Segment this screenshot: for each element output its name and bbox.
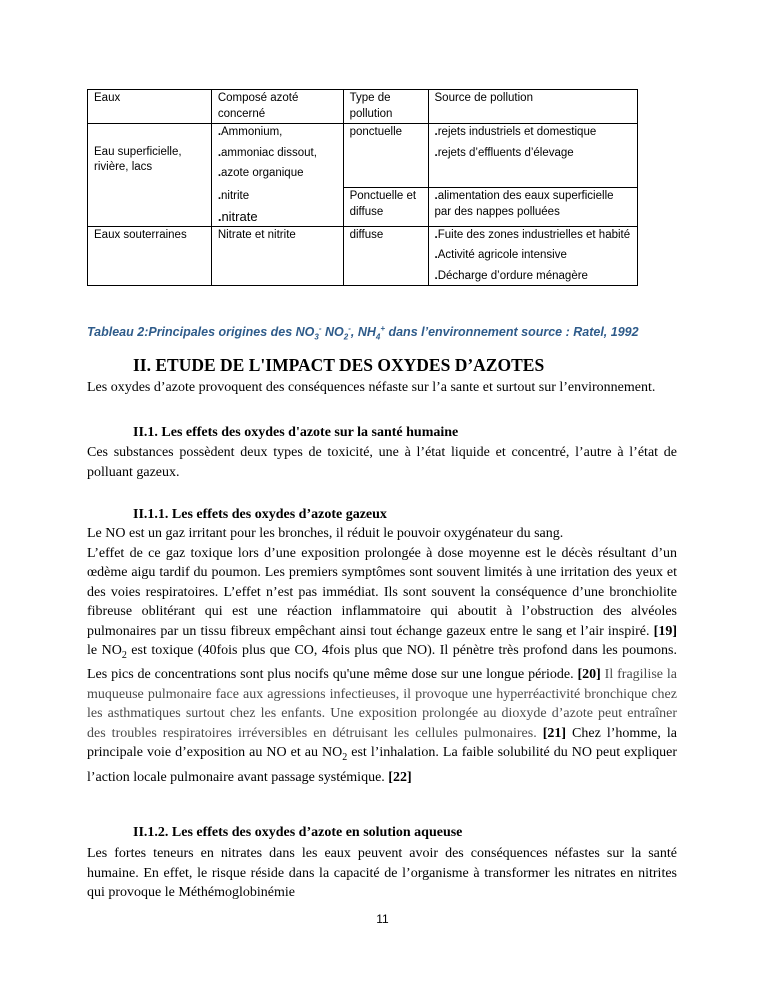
section-title: II. ETUDE DE L'IMPACT DES OXYDES D’AZOTES — [133, 355, 545, 375]
list-item: .Ammonium, — [217, 126, 283, 138]
citation: [21] — [542, 725, 567, 741]
list-item: .Décharge d’ordure ménagère — [434, 269, 588, 282]
table-cell-source — [428, 188, 637, 227]
cell-text: Eau superficielle, rivière, lacs — [94, 145, 182, 174]
table-cell-source — [428, 226, 637, 286]
table-cell-eau: Eaux souterraines — [88, 226, 212, 286]
table-cell-compose: Nitrate et nitrite — [211, 226, 343, 286]
paragraph-line: Le NO est un gaz irritant pour les bronches, il réduit le pouvoir oxygénateur du sang. — [87, 526, 564, 541]
subsection-title: II.1.1. Les effets des oxydes d’azote gazeux — [133, 507, 387, 522]
table-row — [88, 226, 638, 286]
page-number: 11 — [376, 912, 389, 926]
table-cell-type: ponctuelle — [343, 124, 428, 188]
list-item: .Fuite des zones industrielles et habité — [434, 228, 631, 241]
section-intro: Les oxydes d’azote provoquent des conséquences néfaste sur l’a sante et surtout sur l’environnement. — [87, 380, 656, 395]
table-cell-eau — [88, 124, 212, 227]
table-header-cell: Eaux — [88, 90, 212, 124]
list-item: .alimentation des eaux superficielle par des nappes polluées — [434, 190, 614, 218]
list-item: .Activité agricole intensive — [434, 249, 567, 261]
table-cell-type: Ponctuelle et diffuse — [343, 188, 428, 227]
table-header-cell: Source de pollution — [428, 90, 637, 124]
list-item: .rejets industriels et domestique — [434, 126, 597, 138]
table-cell-source — [428, 124, 637, 188]
table-cell-compose — [211, 124, 343, 188]
table-header-cell: Composé azoté concerné — [211, 90, 343, 124]
table-cell-compose — [211, 188, 343, 227]
table-header-row — [88, 90, 638, 124]
table-row — [88, 124, 638, 188]
citation: [19] — [653, 623, 677, 639]
paragraph: Les fortes teneurs en nitrates dans les eaux peuvent avoir des conséquences néfastes sur la santé humaine. En effet, le risque réside dans la capacité de l’organisme à transformer les nitrates en nitrites qui provoque le Méthémoglobinémie — [87, 846, 677, 900]
table-header-cell: Type de pollution — [343, 90, 428, 124]
list-item: .azote organique — [217, 167, 304, 179]
paragraph: Ces substances possèdent deux types de toxicité, une à l’état liquide et concentré, l’autre à l’état de polluant gazeux. — [87, 445, 677, 480]
table-caption: Tableau 2:Principales origines des $NO_3^-$ $NO_2^-$, $NH_4^+$ dans l’environnement source : Ratel, 1992 — [87, 324, 639, 342]
citation: [22] — [388, 769, 412, 785]
table-cell-type: diffuse — [343, 226, 428, 286]
list-item: .ammoniac dissout, — [217, 146, 317, 159]
pollution-origins-table — [87, 89, 638, 286]
subsection-title: II.1.2. Les effets des oxydes d’azote en solution aqueuse — [133, 825, 463, 840]
list-item: .rejets d’effluents d’élevage — [434, 146, 574, 159]
list-item: .nitrite — [217, 189, 250, 202]
subsection-title: II.1. Les effets des oxydes d'azote sur la santé humaine — [133, 425, 459, 440]
paragraph: Le NO est un gaz irritant pour les bronches, il réduit le pouvoir oxygénateur du sang. L’effet de ce gaz toxique lors d’une exposition prolongée à dose moyenne est le décès résultant d’un œdème aigu tardif du poumon. Les premiers symptômes sont souvent limités à une irritation des yeux et des voies respiratoires. L’effet n’est pas immédiat. Ils sont souvent la conséquence d’une bronchiolite fibreuse oblitérant qui est une réaction inflammatoire qui aboutit à l’obstruction des alvéoles pulmonaires par un tissu fibreux empêchant ainsi tout échange gazeux entre le sang et l’air inspiré. [19] le $NO_2$ est toxique (40fois plus que CO, 4fois plus que NO). Il pénètre très profond dans les poumons. Les pics de concentrations sont plus nocifs qu'une même dose sur une longue période. [20] Il fragilise la muqueuse pulmonaire face aux agressions infectieuses, il provoque une hyperréactivité bronchique chez les asthmatiques surtout chez les enfants. Une exposition prolongée au dioxyde d’azote peut entraîner des troubles respiratoires irréversibles en détruisant les cellules pulmonaires. [21] Chez l’homme, la principale voie d’exposition au NO et au $NO_2$ est l’inhalation. La faible solubilité du NO peut expliquer l’action locale pulmonaire avant passage systémique. [22] — [87, 526, 678, 785]
list-item: .nitrate — [217, 209, 258, 224]
citation: [20] — [577, 667, 601, 683]
